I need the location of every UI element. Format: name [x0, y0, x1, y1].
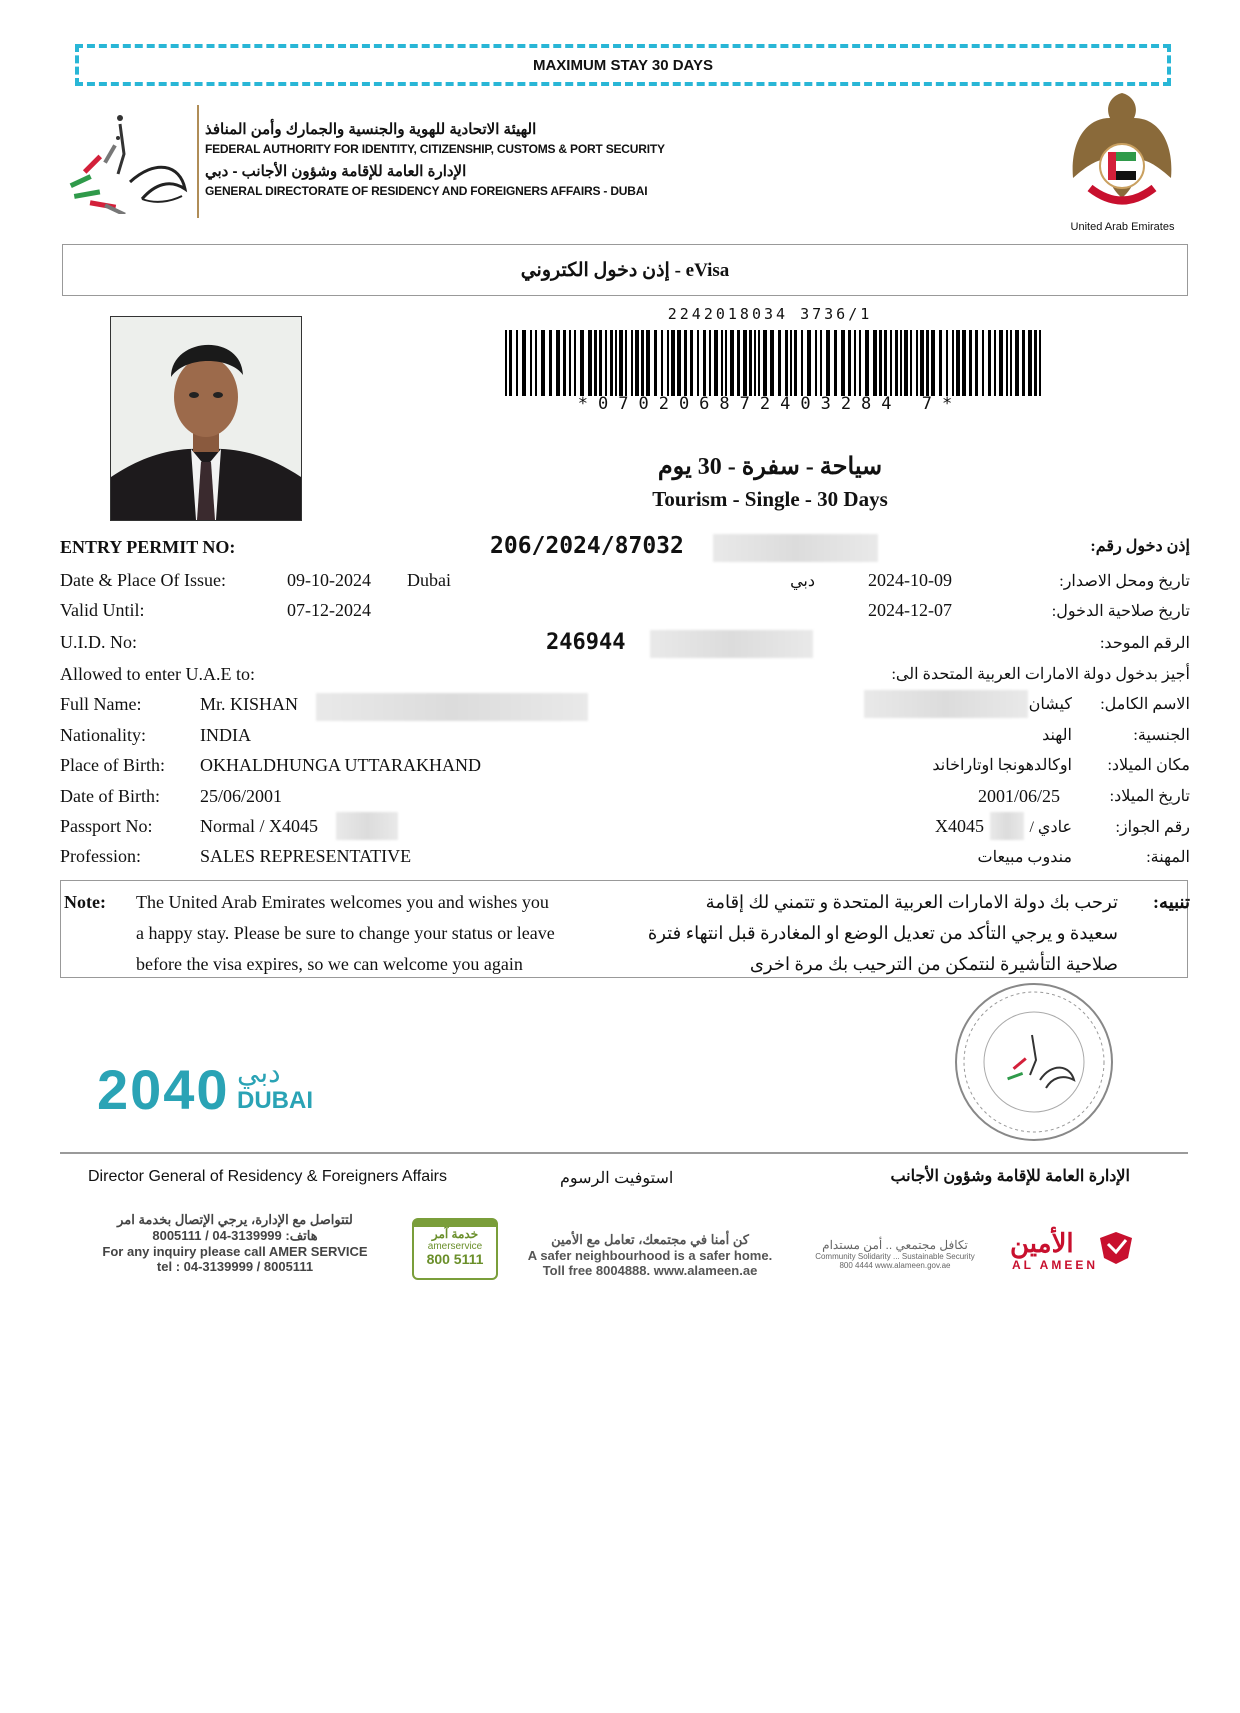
evisa-title: إذن دخول الكتروني - eVisa	[520, 259, 730, 281]
barcode-bar	[879, 330, 882, 396]
barcode-bar	[541, 330, 545, 396]
shield-icon	[1098, 1230, 1134, 1266]
barcode-bar	[619, 330, 623, 396]
profession-value-ar: مندوب مبيعات	[977, 849, 1072, 866]
barcode-bar	[946, 330, 948, 396]
barcode-bar	[737, 330, 740, 396]
entry-permit-value: 206/2024/87032	[490, 533, 684, 559]
full-name-value: Mr. KISHAN	[200, 694, 299, 714]
barcode-bar	[890, 330, 892, 396]
barcode-bar	[677, 330, 681, 396]
authority-falcon-logo-icon	[60, 104, 190, 214]
issue-date-ar: 2024-10-09	[868, 570, 952, 590]
note-ar-line2: سعيدة و يرجي التأكد من تعديل الوضع او المغادرة قبل انتهاء فترة	[647, 923, 1118, 943]
barcode-bar	[865, 330, 869, 396]
note-label: Note:	[64, 892, 106, 912]
barcode-bar	[725, 330, 727, 396]
barcode-bar	[635, 330, 639, 396]
barcode-bar	[910, 330, 912, 396]
note-ar-line3: صلاحية التأشيرة لنتمكن من الترحيب بك مرة اخرى	[749, 954, 1118, 974]
barcode-bar	[841, 330, 845, 396]
official-stamp-icon	[952, 980, 1117, 1145]
barcode-bar	[770, 330, 774, 396]
redaction-bar	[316, 693, 588, 721]
max-stay-banner	[75, 44, 1171, 86]
directorate-name-ar: الإدارة العامة للإقامة وشؤون الأجانب - دبي	[205, 163, 467, 180]
alameen-logo-en: AL AMEEN	[1012, 1258, 1099, 1272]
barcode-bar	[505, 330, 507, 396]
uid-value: 246944	[546, 630, 626, 655]
barcode-bar	[594, 330, 597, 396]
barcode-bar	[834, 330, 837, 396]
barcode-bar	[509, 330, 512, 396]
barcode-bar	[815, 330, 817, 396]
dubai-2040-ar: دبي	[237, 1057, 281, 1088]
full-name-value-ar: كيشان	[1028, 696, 1072, 713]
barcode-bar	[574, 330, 576, 396]
barcode-bar	[749, 330, 752, 396]
barcode-bar	[709, 330, 711, 396]
barcode-bar	[754, 330, 756, 396]
barcode-bar	[714, 330, 718, 396]
alameen-en-line: A safer neighbourhood is a safer home.	[527, 1248, 773, 1263]
contact-en: For any inquiry please call AMER SERVICE	[102, 1244, 368, 1259]
barcode-bar	[794, 330, 797, 396]
entry-permit-label-ar: إذن دخول رقم:	[1090, 538, 1190, 555]
barcode-bar	[854, 330, 856, 396]
barcode-bar	[563, 330, 566, 396]
amer-en: amerservice	[427, 1241, 483, 1252]
redaction-bar	[713, 534, 878, 562]
barcode-bar	[952, 330, 954, 396]
visa-type-ar: سياحة - سفرة - 30 يوم	[657, 454, 883, 480]
redaction-bar	[864, 690, 1028, 718]
dob-value: 25/06/2001	[200, 786, 283, 806]
authority-name-ar: الهيئة الاتحادية للهوية والجنسية والجمارك وأمن المنافذ	[205, 121, 537, 138]
full-name-label-ar: الاسم الكامل:	[1100, 696, 1190, 713]
barcode-bar	[859, 330, 861, 396]
barcode-bar	[556, 330, 560, 396]
redaction-bar	[990, 812, 1024, 840]
barcode-bar	[1034, 330, 1037, 396]
barcode-bar	[549, 330, 552, 396]
directorate-name-en: GENERAL DIRECTORATE OF RESIDENCY AND FOREIGNERS AFFAIRS - DUBAI	[205, 184, 648, 198]
barcode-bar	[801, 330, 803, 396]
barcode-bar	[667, 330, 669, 396]
profession-label-ar: المهنة:	[1146, 849, 1190, 866]
barcode-bars	[505, 330, 1045, 396]
barcode-bar	[641, 330, 644, 396]
authority-name-en: FEDERAL AUTHORITY FOR IDENTITY, CITIZENSHIP, CUSTOMS & PORT SECURITY	[205, 142, 665, 156]
barcode-bar	[758, 330, 760, 396]
dubai-2040-en: DUBAI	[237, 1087, 313, 1114]
contact-ar: لتتواصل مع الإدارة، يرجي الإتصال بخدمة امر	[117, 1212, 353, 1227]
barcode-bar	[535, 330, 537, 396]
barcode-bar	[1015, 330, 1019, 396]
redaction-bar	[336, 812, 398, 840]
barcode-bar	[671, 330, 675, 396]
barcode-bar	[895, 330, 898, 396]
alameen-toll-free: Toll free 8004888. www.alameen.ae	[542, 1263, 758, 1278]
barcode-bar	[654, 330, 657, 396]
redaction-bar	[650, 630, 813, 658]
barcode-bar	[1028, 330, 1032, 396]
barcode-bar	[916, 330, 918, 396]
note-en-line1: The United Arab Emirates welcomes you and wishes you	[136, 892, 549, 912]
issue-place: Dubai	[407, 570, 451, 590]
barcode-bar	[988, 330, 991, 396]
note-label-ar: تنبيه:	[1153, 892, 1190, 912]
nationality-value-ar: الهند	[1042, 727, 1072, 744]
barcode-bar	[1006, 330, 1008, 396]
note-ar-line1: ترحب بك دولة الامارات العربية المتحدة و تتمني لك إقامة	[705, 892, 1118, 912]
passport-type-ar: عادي /	[1029, 819, 1072, 836]
amer-number: 800 5111	[426, 1251, 484, 1267]
barcode-bar	[956, 330, 960, 396]
valid-until-label-ar: تاريخ صلاحية الدخول:	[1051, 603, 1190, 620]
barcode-bar	[661, 330, 663, 396]
barcode-bar	[931, 330, 935, 396]
full-name-label: Full Name:	[60, 694, 142, 714]
issue-label-ar: تاريخ ومحل الاصدار:	[1059, 573, 1190, 590]
barcode-bar	[730, 330, 734, 396]
barcode-bar	[790, 330, 792, 396]
barcode-bar	[615, 330, 617, 396]
alameen-slogan-en: Community Solidarity ... Sustainable Security	[815, 1252, 975, 1261]
applicant-photo	[110, 316, 302, 521]
barcode-bar	[1039, 330, 1041, 396]
dob-label-ar: تاريخ الميلاد:	[1109, 788, 1190, 805]
entry-permit-label: ENTRY PERMIT NO:	[60, 537, 236, 557]
note-en-line2: a happy stay. Please be sure to change your status or leave	[136, 923, 555, 943]
barcode-bar	[610, 330, 613, 396]
barcode-number: *070206872403284 7*	[577, 394, 963, 414]
contact-tel: tel : 04-3139999 / 8005111	[156, 1259, 314, 1274]
barcode-bar	[569, 330, 571, 396]
header-divider	[197, 105, 199, 218]
contact-block	[95, 1212, 375, 1274]
valid-until-date: 07-12-2024	[287, 600, 371, 620]
barcode-bar	[625, 330, 627, 396]
passport-value-ar: X4045	[935, 816, 984, 836]
issue-place-ar: دبي	[790, 573, 815, 590]
barcode-bar	[969, 330, 972, 396]
barcode-bar	[646, 330, 650, 396]
barcode-bar	[588, 330, 592, 396]
barcode-reference-number: 2242018034 3736/1	[667, 305, 873, 323]
nationality-value: INDIA	[200, 725, 251, 745]
barcode-bar	[763, 330, 767, 396]
passport-value: Normal / X4045	[200, 816, 318, 836]
barcode-bar	[785, 330, 788, 396]
barcode-bar	[807, 330, 811, 396]
dob-value-ar: 2001/06/25	[978, 786, 1061, 806]
barcode-bar	[516, 330, 518, 396]
valid-until-date-ar: 2024-12-07	[868, 600, 952, 620]
barcode-bar	[826, 330, 830, 396]
barcode-bar	[848, 330, 851, 396]
barcode-bar	[962, 330, 966, 396]
barcode-bar	[605, 330, 607, 396]
barcode-bar	[703, 330, 706, 396]
barcode-bar	[778, 330, 781, 396]
barcode-bar	[926, 330, 929, 396]
barcode-bar	[975, 330, 978, 396]
amer-service-logo	[412, 1218, 498, 1280]
barcode-bar	[580, 330, 584, 396]
uae-falcon-emblem-icon	[1065, 88, 1180, 218]
barcode-bar	[873, 330, 877, 396]
alameen-text-block	[515, 1232, 785, 1278]
person-photo-icon	[111, 317, 301, 520]
dubai-2040-number: 2040	[97, 1058, 230, 1121]
barcode-bar	[1010, 330, 1012, 396]
barcode-bar	[599, 330, 602, 396]
fees-paid-ar: استوفيت الرسوم	[560, 1170, 674, 1187]
barcode-bar	[920, 330, 924, 396]
visa-type-en: Tourism - Single - 30 Days	[652, 487, 888, 511]
birth-place-label-ar: مكان الميلاد:	[1107, 757, 1190, 774]
barcode-bar	[697, 330, 699, 396]
allowed-label: Allowed to enter U.A.E to:	[60, 664, 255, 684]
barcode-bar	[982, 330, 984, 396]
uid-label-ar: الرقم الموحد:	[1099, 635, 1190, 652]
max-stay-text: MAXIMUM STAY 30 DAYS	[532, 56, 714, 74]
barcode-bar	[684, 330, 687, 396]
alameen-slogan-ar: تكافل مجتمعي .. أمن مستدام	[822, 1238, 968, 1252]
amer-ar: خدمة آمر	[431, 1227, 479, 1241]
dob-label: Date of Birth:	[60, 786, 160, 806]
barcode-bar	[939, 330, 942, 396]
barcode-bar	[884, 330, 887, 396]
allowed-label-ar: أجيز بدخول دولة الامارات العربية المتحدة الى:	[891, 666, 1190, 683]
birth-place-value: OKHALDHUNGA UTTARAKHAND	[200, 755, 482, 775]
barcode-bar	[1022, 330, 1025, 396]
evisa-title-box	[62, 244, 1188, 296]
barcode-bar	[690, 330, 693, 396]
alameen-slogan	[800, 1238, 990, 1270]
barcode-bar	[900, 330, 902, 396]
nationality-label-ar: الجنسية:	[1133, 727, 1190, 744]
director-general-en: Director General of Residency & Foreigners Affairs	[88, 1168, 447, 1185]
barcode-bar	[530, 330, 532, 396]
emblem-caption: United Arab Emirates	[1070, 221, 1175, 233]
barcode-bar	[820, 330, 822, 396]
authority-name-block	[205, 120, 665, 204]
director-general-ar: الإدارة العامة للإقامة وشؤون الأجانب	[890, 1168, 1130, 1185]
contact-phone-ar: 8005111 / 04-3139999 :هاتف	[152, 1228, 318, 1243]
barcode-bar	[999, 330, 1003, 396]
barcode-bar	[721, 330, 723, 396]
uid-label: U.I.D. No:	[60, 632, 137, 652]
issue-date: 09-10-2024	[287, 570, 371, 590]
passport-label: Passport No:	[60, 816, 153, 836]
profession-label: Profession:	[60, 846, 141, 866]
barcode-bar	[743, 330, 747, 396]
note-en-line3: before the visa expires, so we can welcome you again	[136, 954, 523, 974]
footer-divider	[60, 1152, 1188, 1154]
barcode-bar	[522, 330, 526, 396]
profession-value: SALES REPRESENTATIVE	[200, 846, 412, 866]
issue-label: Date & Place Of Issue:	[60, 570, 226, 590]
barcode-bar	[904, 330, 908, 396]
barcode-bar	[631, 330, 633, 396]
passport-label-ar: رقم الجواز:	[1115, 819, 1190, 836]
birth-place-value-ar: اوكالدهونجا اوتاراخاند	[932, 757, 1072, 774]
alameen-logo-ar: الأمين	[1010, 1228, 1074, 1258]
barcode-icon	[505, 330, 1045, 401]
valid-until-label: Valid Until:	[60, 600, 145, 620]
barcode-bar	[994, 330, 996, 396]
birth-place-label: Place of Birth:	[60, 755, 165, 775]
alameen-contact: 800 4444 www.alameen.gov.ae	[839, 1261, 951, 1270]
nationality-label: Nationality:	[60, 725, 146, 745]
alameen-ar-line: كن أمنا في مجتمعك، تعامل مع الأمين	[551, 1232, 749, 1247]
